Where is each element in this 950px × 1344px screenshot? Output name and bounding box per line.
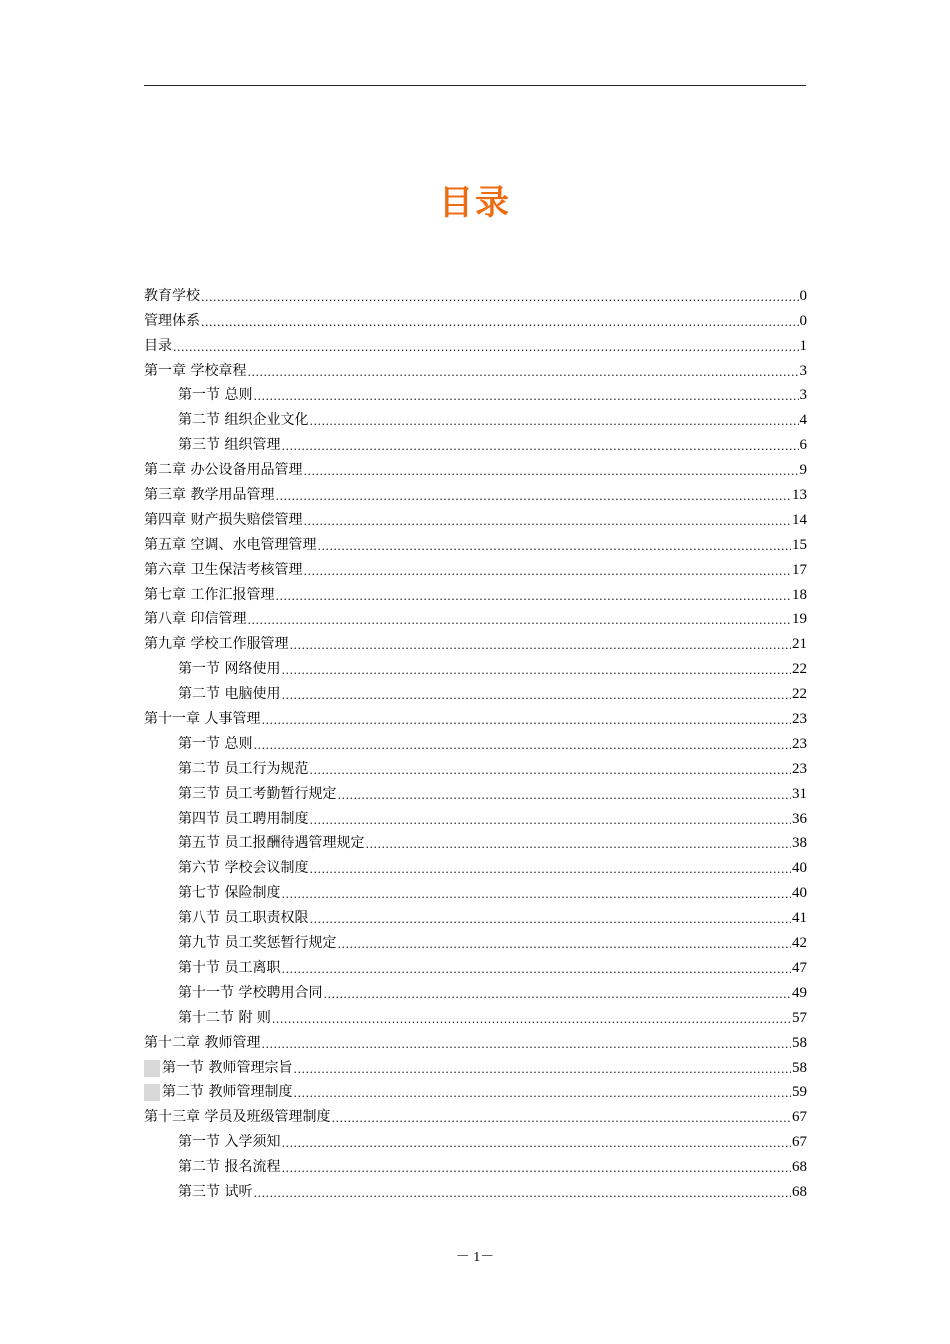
- toc-entry-page-number: 23: [792, 760, 807, 777]
- toc-entry-page-number: 67: [792, 1134, 807, 1151]
- toc-entry-page-number: 4: [799, 412, 807, 429]
- toc-entry[interactable]: [144, 1176, 807, 1201]
- toc-entry-page-number: 0: [799, 287, 807, 304]
- toc-entry-page-number: 23: [792, 735, 807, 752]
- header-rule: [144, 85, 806, 86]
- toc-dot-leader: [365, 838, 791, 852]
- toc-dot-leader: [275, 590, 791, 604]
- toc-dot-leader: [275, 490, 791, 504]
- toc-entry-page-number: 58: [792, 1034, 807, 1051]
- toc-entry[interactable]: [144, 778, 807, 803]
- toc-entry[interactable]: [144, 1052, 807, 1077]
- page-number-footer: － 1－: [455, 1250, 495, 1265]
- toc-entry-page-number: 13: [792, 487, 807, 504]
- toc-entry-page-number: 18: [792, 586, 807, 603]
- toc-entry[interactable]: [144, 479, 807, 504]
- toc-dot-leader: [309, 764, 791, 778]
- toc-entry[interactable]: [144, 877, 807, 902]
- toc-entry-label: 第四节 员工聘用制度: [178, 810, 309, 827]
- toc-dot-leader: [309, 913, 791, 927]
- toc-entry-page-number: 36: [792, 810, 807, 827]
- toc-entry-page-number: 68: [792, 1183, 807, 1200]
- toc-entry[interactable]: [144, 529, 807, 554]
- field-marker: [144, 1060, 160, 1077]
- toc-dot-leader: [201, 291, 799, 305]
- toc-entry[interactable]: [144, 355, 807, 380]
- toc-dot-leader: [261, 714, 791, 728]
- toc-dot-leader: [303, 465, 798, 479]
- toc-entry[interactable]: [144, 678, 807, 703]
- table-of-contents: [144, 280, 807, 1201]
- toc-entry-label: 第十二节 附 则: [178, 1009, 271, 1026]
- toc-entry-label: 第十一节 学校聘用合同: [178, 984, 323, 1001]
- toc-entry-label: 教育学校: [144, 287, 200, 304]
- toc-entry-page-number: 6: [799, 437, 807, 454]
- toc-dot-leader: [281, 440, 798, 454]
- toc-entry[interactable]: [144, 429, 807, 454]
- toc-entry-page-number: 57: [792, 1009, 807, 1026]
- toc-entry-page-number: 15: [792, 536, 807, 553]
- toc-entry[interactable]: [144, 554, 807, 579]
- toc-entry-label: 目录: [144, 337, 172, 354]
- toc-dot-leader: [331, 1112, 791, 1126]
- toc-entry-page-number: 58: [792, 1059, 807, 1076]
- toc-entry[interactable]: [144, 653, 807, 678]
- toc-entry-label: 第七章 工作汇报管理: [144, 586, 275, 603]
- toc-dot-leader: [173, 341, 799, 355]
- toc-entry[interactable]: [144, 1077, 807, 1102]
- toc-entry[interactable]: [144, 579, 807, 604]
- toc-entry-page-number: 40: [792, 885, 807, 902]
- toc-entry-page-number: 47: [792, 959, 807, 976]
- toc-dot-leader: [281, 888, 791, 902]
- toc-entry-label: 第一节 入学须知: [178, 1134, 281, 1151]
- toc-entry[interactable]: [144, 454, 807, 479]
- toc-entry[interactable]: [144, 1151, 807, 1176]
- toc-entry-label: 第八章 印信管理: [144, 611, 247, 628]
- toc-entry[interactable]: [144, 380, 807, 405]
- toc-entry-label: 第二节 电脑使用: [178, 686, 281, 703]
- toc-entry-page-number: 59: [792, 1084, 807, 1101]
- toc-entry-label: 第八节 员工职责权限: [178, 910, 309, 927]
- toc-dot-leader: [253, 1187, 791, 1201]
- toc-dot-leader: [309, 814, 791, 828]
- toc-entry-label: 第一节 总则: [178, 735, 253, 752]
- toc-dot-leader: [337, 938, 791, 952]
- toc-dot-leader: [317, 540, 791, 554]
- toc-entry-page-number: 68: [792, 1159, 807, 1176]
- toc-entry-label: 第二节 教师管理制度: [162, 1084, 293, 1101]
- toc-entry[interactable]: [144, 404, 807, 429]
- toc-entry-label: 第一章 学校章程: [144, 362, 247, 379]
- toc-entry-label: 第一节 网络使用: [178, 661, 281, 678]
- field-marker: [144, 1084, 160, 1101]
- toc-entry-label: 第五节 员工报酬待遇管理规定: [178, 835, 365, 852]
- toc-dot-leader: [293, 1087, 791, 1101]
- toc-entry-page-number: 22: [792, 686, 807, 703]
- toc-dot-leader: [281, 689, 791, 703]
- page-title: 目录: [439, 183, 511, 223]
- toc-entry-page-number: 3: [799, 362, 807, 379]
- toc-entry-label: 第七节 保险制度: [178, 885, 281, 902]
- toc-entry[interactable]: [144, 1027, 807, 1052]
- toc-entry[interactable]: [144, 604, 807, 629]
- toc-entry-page-number: 22: [792, 661, 807, 678]
- toc-entry-label: 第一节 教师管理宗旨: [162, 1059, 293, 1076]
- toc-entry[interactable]: [144, 728, 807, 753]
- toc-entry-label: 第十二章 教师管理: [144, 1034, 261, 1051]
- toc-entry-page-number: 14: [792, 511, 807, 528]
- toc-entry-label: 第十三章 学员及班级管理制度: [144, 1109, 331, 1126]
- toc-entry[interactable]: [144, 280, 807, 305]
- toc-entry-page-number: 23: [792, 711, 807, 728]
- toc-entry[interactable]: [144, 628, 807, 653]
- toc-entry-label: 第三节 试听: [178, 1183, 253, 1200]
- toc-dot-leader: [281, 1162, 791, 1176]
- toc-entry-label: 第三章 教学用品管理: [144, 487, 275, 504]
- toc-entry-label: 第六章 卫生保洁考核管理: [144, 561, 303, 578]
- toc-entry[interactable]: [144, 753, 807, 778]
- toc-dot-leader: [303, 565, 791, 579]
- toc-dot-leader: [289, 639, 791, 653]
- toc-entry[interactable]: [144, 330, 807, 355]
- toc-dot-leader: [281, 664, 791, 678]
- toc-dot-leader: [281, 963, 791, 977]
- toc-entry-label: 第五章 空调、水电管理管理: [144, 536, 317, 553]
- toc-entry[interactable]: [144, 1002, 807, 1027]
- toc-entry[interactable]: [144, 852, 807, 877]
- toc-dot-leader: [303, 515, 791, 529]
- toc-entry-label: 第九节 员工奖惩暂行规定: [178, 935, 337, 952]
- toc-entry[interactable]: [144, 902, 807, 927]
- toc-dot-leader: [253, 739, 791, 753]
- toc-entry-label: 第十一章 人事管理: [144, 711, 261, 728]
- toc-dot-leader: [201, 316, 799, 330]
- toc-dot-leader: [247, 614, 791, 628]
- toc-entry-label: 第九章 学校工作服管理: [144, 636, 289, 653]
- toc-dot-leader: [309, 415, 798, 429]
- toc-entry-label: 第二节 报名流程: [178, 1159, 281, 1176]
- toc-entry-page-number: 42: [792, 935, 807, 952]
- toc-dot-leader: [261, 1038, 791, 1052]
- toc-entry[interactable]: [144, 803, 807, 828]
- toc-dot-leader: [293, 1063, 791, 1077]
- toc-entry-label: 管理体系: [144, 312, 200, 329]
- toc-dot-leader: [323, 988, 791, 1002]
- toc-entry[interactable]: [144, 952, 807, 977]
- toc-entry-page-number: 67: [792, 1109, 807, 1126]
- toc-entry-label: 第十节 员工离职: [178, 959, 281, 976]
- toc-entry[interactable]: [144, 504, 807, 529]
- toc-dot-leader: [253, 390, 798, 404]
- toc-entry-page-number: 17: [792, 561, 807, 578]
- toc-entry[interactable]: [144, 1126, 807, 1151]
- toc-entry[interactable]: [144, 305, 807, 330]
- toc-entry-label: 第二节 组织企业文化: [178, 412, 309, 429]
- toc-entry-label: 第一节 总则: [178, 387, 253, 404]
- toc-dot-leader: [337, 789, 791, 803]
- toc-entry-page-number: 3: [799, 387, 807, 404]
- toc-dot-leader: [309, 863, 791, 877]
- toc-entry[interactable]: [144, 927, 807, 952]
- toc-entry-page-number: 21: [792, 636, 807, 653]
- toc-entry-page-number: 38: [792, 835, 807, 852]
- toc-entry[interactable]: [144, 703, 807, 728]
- toc-entry-page-number: 1: [799, 337, 807, 354]
- toc-entry-label: 第四章 财产损失赔偿管理: [144, 511, 303, 528]
- toc-entry-page-number: 9: [799, 462, 807, 479]
- toc-entry-label: 第三节 组织管理: [178, 437, 281, 454]
- toc-entry-page-number: 40: [792, 860, 807, 877]
- toc-dot-leader: [281, 1137, 791, 1151]
- toc-entry-label: 第二节 员工行为规范: [178, 760, 309, 777]
- toc-entry-page-number: 19: [792, 611, 807, 628]
- toc-entry-page-number: 41: [792, 910, 807, 927]
- toc-entry[interactable]: [144, 977, 807, 1002]
- toc-entry-page-number: 0: [799, 312, 807, 329]
- toc-entry[interactable]: [144, 828, 807, 853]
- toc-dot-leader: [247, 366, 798, 380]
- toc-entry-label: 第二章 办公设备用品管理: [144, 462, 303, 479]
- toc-dot-leader: [272, 1013, 791, 1027]
- toc-entry-page-number: 49: [792, 984, 807, 1001]
- toc-entry-page-number: 31: [792, 785, 807, 802]
- toc-entry-label: 第三节 员工考勤暂行规定: [178, 785, 337, 802]
- toc-entry-label: 第六节 学校会议制度: [178, 860, 309, 877]
- toc-entry[interactable]: [144, 1101, 807, 1126]
